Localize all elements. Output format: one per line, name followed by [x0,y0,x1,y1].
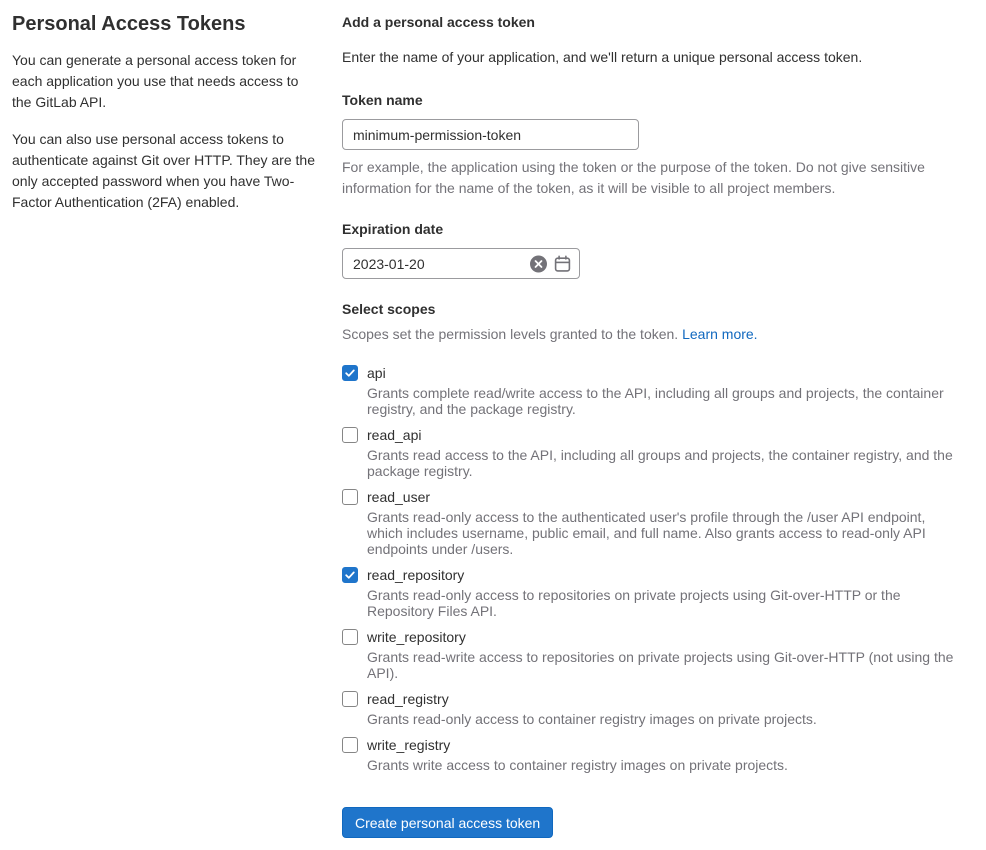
expiration-date-field [342,248,580,279]
scope-checkbox[interactable] [342,567,358,583]
add-token-form [342,12,964,838]
scope-label[interactable]: read_api [367,427,422,443]
token-name-help: For example, the application using the token or the purpose of the token. Do not give sensitive information for the name of the token, as it will be visible to all project members. [342,159,925,196]
scope-checkbox[interactable] [342,691,358,707]
page-title: Personal Access Tokens [12,13,246,35]
form-heading: Add a personal access token [342,14,535,30]
scope-description: Grants read-write access to repositories on private projects using Git-over-HTTP (not using the API). [367,649,954,681]
token-name-group [342,90,964,199]
scope-description: Grants read-only access to repositories on private projects using Git-over-HTTP or the Repository Files API. [367,587,901,619]
scope-checkbox[interactable] [342,427,358,443]
scope-row [342,487,964,557]
scope-row [342,627,964,681]
scope-label[interactable]: api [367,365,386,381]
form-subheading: Enter the name of your application, and we'll return a unique personal access token. [342,49,863,65]
scope-label[interactable]: read_registry [367,691,449,707]
scope-checkbox-row[interactable] [342,363,964,383]
scopes-list [342,363,964,773]
scope-checkbox-row[interactable] [342,487,964,507]
learn-more-link[interactable]: Learn more. [682,326,758,342]
scope-checkbox[interactable] [342,365,358,381]
scope-row [342,425,964,479]
scope-label[interactable]: read_user [367,489,431,505]
scope-checkbox[interactable] [342,489,358,505]
scope-checkbox-row[interactable] [342,689,964,709]
page-description-column [12,12,342,838]
calendar-icon[interactable] [554,255,571,272]
scope-description: Grants write access to container registry images on private projects. [367,757,788,773]
token-name-input[interactable] [342,119,639,150]
scope-description: Grants read access to the API, including all groups and projects, the container registry, and the package registry. [367,447,953,479]
scope-checkbox[interactable] [342,737,358,753]
expiration-date-group [342,219,964,279]
scopes-help [342,324,964,345]
scope-row [342,689,964,727]
scope-checkbox[interactable] [342,629,358,645]
scope-checkbox-row[interactable] [342,735,964,755]
create-token-button[interactable]: Create personal access token [342,807,553,838]
select-scopes-label: Select scopes [342,301,436,317]
intro-paragraph-1: You can generate a personal access token for each application you use that needs access to the GitLab API. [12,52,299,110]
scope-description: Grants complete read/write access to the API, including all groups and projects, the container registry, and the package registry. [367,385,944,417]
scope-checkbox-row[interactable] [342,565,964,585]
token-name-label: Token name [342,92,423,108]
scope-checkbox-row[interactable] [342,425,964,445]
scope-row [342,363,964,417]
scope-label[interactable]: write_registry [367,737,451,753]
expiration-date-label: Expiration date [342,221,444,237]
scope-label[interactable]: read_repository [367,567,465,583]
scope-checkbox-row[interactable] [342,627,964,647]
scope-description: Grants read-only access to container registry images on private projects. [367,711,817,727]
scopes-help-text: Scopes set the permission levels granted to the token. [342,326,679,342]
clear-date-icon[interactable] [530,255,547,272]
scope-description: Grants read-only access to the authenticated user's profile through the /user API endpoint, which includes username, public email, and full name. Also grants access to read-only API endpoints under /users. [367,509,926,557]
intro-paragraph-2: You can also use personal access tokens to authenticate against Git over HTTP. They are the only accepted password when you have Two-Factor Authentication (2FA) enabled. [12,131,315,210]
scope-row [342,735,964,773]
select-scopes-section [342,299,964,773]
scope-label[interactable]: write_repository [367,629,466,645]
scope-row [342,565,964,619]
